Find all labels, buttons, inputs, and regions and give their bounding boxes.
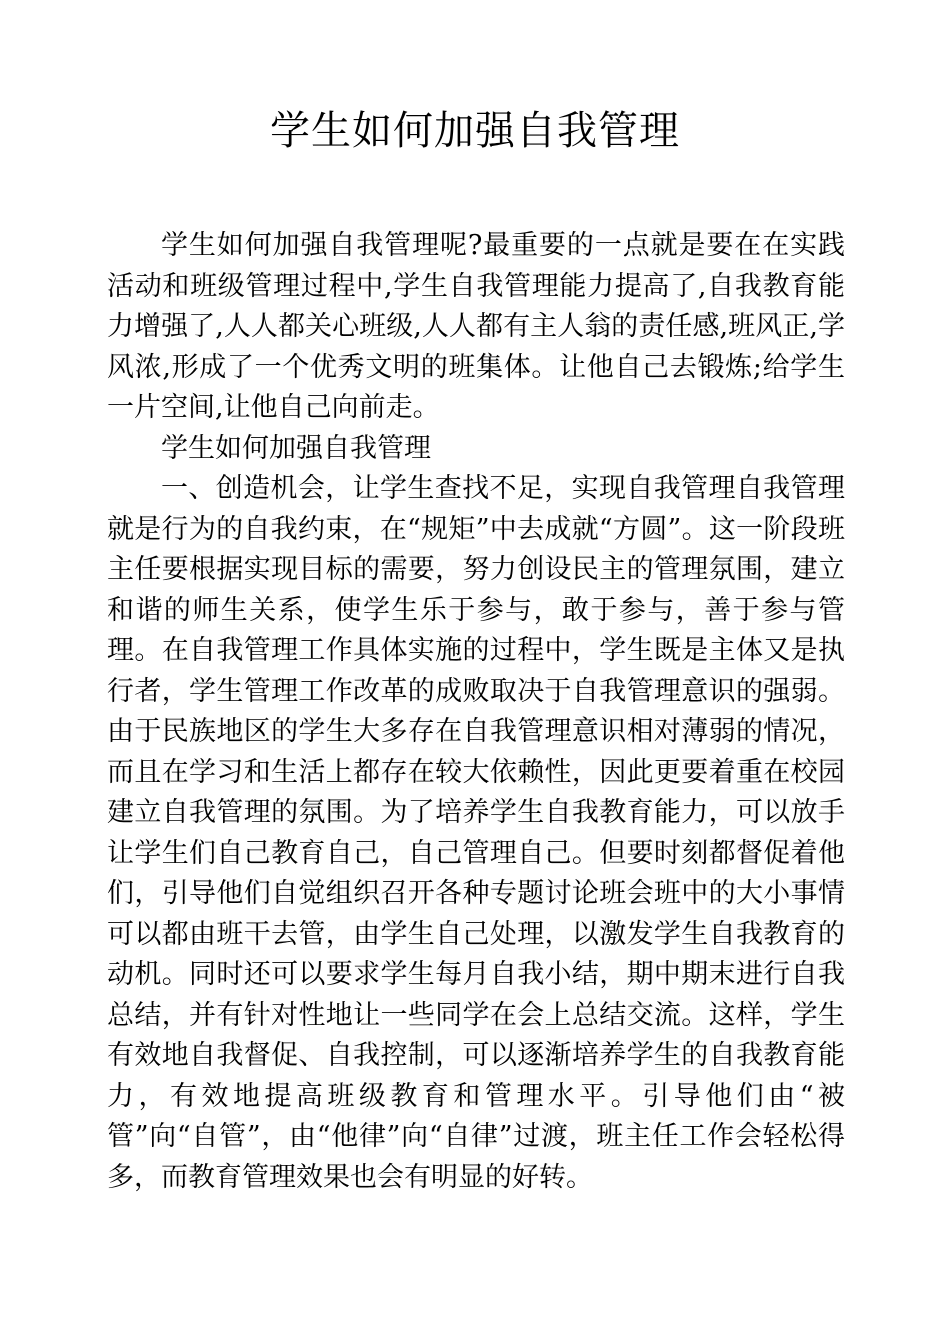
document-title: 学生如何加强自我管理 bbox=[270, 108, 680, 154]
paragraph-intro: 学生如何加强自我管理呢?最重要的一点就是要在在实践活动和班级管理过程中,学生自我管理能力提高了,自我教育能力增强了,人人都关心班级,人人都有主人翁的责任感,班风正,学风浓,形成了一个优秀文明的班集体。让他自己去锻炼;给学生一片空间,让他自己向前走。 bbox=[107, 230, 845, 423]
paragraph-subheading: 学生如何加强自我管理 bbox=[161, 432, 431, 464]
paragraph-section-one: 一、创造机会，让学生查找不足，实现自我管理自我管理就是行为的自我约束，在“规矩”中去成就“方圆”。这一阶段班主任要根据实现目标的需要，努力创设民主的管理氛围，建立和谐的师生关系，使学生乐于参与，敢于参与，善于参与管理。在自我管理工作具体实施的过程中，学生既是主体又是执行者，学生管理工作改革的成败取决于自我管理意识的强弱。由于民族地区的学生大多存在自我管理意识相对薄弱的情况，而且在学习和生活上都存在较大依赖性，因此更要着重在校园建立自我管理的氛围。为了培养学生自我教育能力，可以放手让学生们自己教育自己，自己管理自己。但要时刻都督促着他们，引导他们自觉组织召开各种专题讨论班会班中的大小事情可以都由班干去管，由学生自己处理，以激发学生自我教育的动机。同时还可以要求学生每月自我小结，期中期末进行自我总结，并有针对性地让一些同学在会上总结交流。这样，学生有效地自我督促、自我控制，可以逐渐培养学生的自我教育能力，有效地提高班级教育和管理水平。引导他们由“被管”向“自管”，由“他律”向“自律”过渡，班主任工作会轻松得多，而教育管理效果也会有明显的好转。 bbox=[107, 473, 845, 1193]
document-body bbox=[107, 226, 845, 1198]
